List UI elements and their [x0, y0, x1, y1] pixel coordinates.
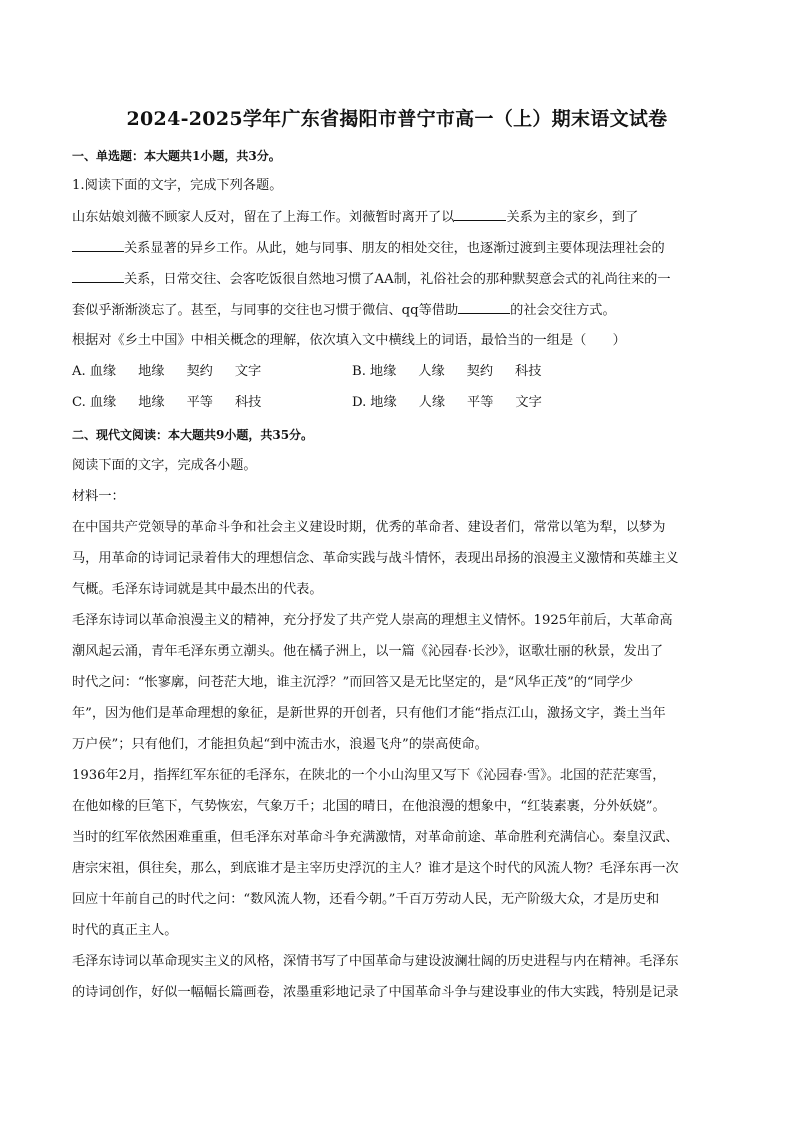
reading-line: 潮风起云涌，青年毛泽东勇立潮头。他在橘子洲上，以一篇《沁园春·长沙》，讴歌壮丽的秋景，发出了: [72, 644, 664, 659]
reading-intro: 阅读下面的文字，完成各小题。: [72, 458, 257, 473]
option-word: 人缘: [418, 364, 445, 379]
reading-line: 毛泽东诗词以革命现实主义的风格，深情书写了中国革命与建设波澜壮阔的历史进程与内在精神。毛泽东: [72, 954, 679, 969]
option-c: [72, 393, 283, 413]
option-word: 地缘: [138, 395, 165, 410]
option-letter: D.: [352, 395, 367, 410]
option-word: 文字: [234, 364, 262, 379]
option-letter: B.: [352, 364, 366, 379]
reading-line: 当时的红军依然困难重重，但毛泽东对革命斗争充满激情，对革命前途、革命胜利充满信心。秦皇汉武、: [72, 830, 679, 845]
reading-line: 马，用革命的诗词记录着伟大的理想信念、革命实践与战斗情怀，表现出昂扬的浪漫主义激情和英雄主义: [72, 551, 679, 566]
reading-line: 年”，因为他们是革命理想的象征，是新世界的开创者，只有他们才能“指点江山，激扬文字，粪土当年: [72, 706, 666, 721]
reading-line: 气概。毛泽东诗词就是其中最杰出的代表。: [72, 582, 323, 597]
question-1-intro: 1.阅读下面的文字，完成下列各题。: [72, 178, 283, 193]
option-word: 科技: [234, 395, 262, 410]
option-word: 平等: [467, 395, 494, 410]
question-1-stem: 根据对《乡土中国》中相关概念的理解，依次填入文中横线上的词语，最恰当的一组是（ ）: [72, 333, 626, 348]
q1-passage-text: 关系，日常交往、会客吃饭很自然地习惯了AA制，礼俗社会的那种默契意会式的礼尚往来的一: [124, 272, 671, 287]
option-word: 科技: [515, 364, 542, 379]
reading-line: 回应十年前自己的时代之问：“数风流人物，还看今朝。”千百万劳动人民，无产阶级大众，才是历史和: [72, 892, 660, 907]
option-word: 文字: [515, 395, 542, 410]
option-word: 契约: [186, 364, 213, 379]
q1-passage-line-3: [72, 269, 732, 290]
reading-line: 1936年2月，指挥红军东征的毛泽东，在陕北的一个小山沟里又写下《沁园春·雪》。北国的茫茫寒雪，: [72, 768, 666, 783]
option-word: 人缘: [418, 395, 446, 410]
q1-passage-text: 山东姑娘刘薇不顾家人反对，留在了上海工作。刘薇暂时离开了以: [72, 210, 455, 225]
option-letter: A.: [72, 364, 86, 379]
option-b: [352, 362, 563, 382]
reading-line: 唐宗宋祖，俱往矣，那么，到底谁才是主宰历史浮沉的主人？谁才是这个时代的风流人物？毛泽东再一次: [72, 861, 679, 876]
exam-title: 2024-2025学年广东省揭阳市普宁市高一（上）期末语文试卷: [126, 108, 668, 130]
q1-passage-text: 关系显著的异乡工作。从此，她与同事、朋友的相处交往，也逐渐过渡到主要体现法理社会的: [124, 241, 665, 256]
option-word: 契约: [466, 364, 494, 379]
q1-passage-line-1: [72, 207, 732, 228]
option-a: [72, 362, 283, 382]
q1-passage-line-4: [72, 300, 732, 321]
option-word: 地缘: [138, 364, 165, 379]
option-d: [352, 393, 564, 413]
fill-blank-2: [72, 238, 124, 252]
fill-blank-3: [72, 269, 124, 283]
reading-line: 在中国共产党领导的革命斗争和社会主义建设时期，优秀的革命者、建设者们，常常以笔为犁，以梦为: [72, 520, 666, 535]
reading-line: 万户侯”；只有他们，才能担负起“到中流击水，浪遏飞舟”的崇高使命。: [72, 737, 488, 752]
reading-line: 的诗词创作，好似一幅幅长篇画卷，浓墨重彩地记录了中国革命斗争与建设事业的伟大实践，特别是记录: [72, 985, 679, 1000]
section-2-heading: 二、现代文阅读：本大题共9小题，共35分。: [72, 428, 314, 442]
reading-line: 毛泽东诗词以革命浪漫主义的精神，充分抒发了共产党人崇高的理想主义情怀。1925年前后，大革命高: [72, 613, 673, 628]
option-word: 血缘: [89, 364, 117, 379]
option-word: 地缘: [369, 364, 397, 379]
reading-line: 时代之问：“怅寥廓，问苍茫大地，谁主沉浮？”而回答又是无比坚定的，是“风华正茂”的“同学少: [72, 675, 634, 690]
reading-line: 在他如椽的巨笔下，气势恢宏，气象万千；北国的晴日，在他浪漫的想象中，“红装素裹，分外妖娆”。: [72, 799, 666, 814]
q1-passage-text: 关系为主的家乡，到了: [506, 210, 639, 225]
fill-blank-4: [458, 300, 510, 314]
option-word: 地缘: [370, 395, 397, 410]
material-label: 材料一：: [72, 489, 125, 504]
option-word: 平等: [186, 395, 213, 410]
q1-passage-line-2: [72, 238, 732, 259]
option-word: 血缘: [89, 395, 117, 410]
reading-line: 时代的真正主人。: [72, 923, 178, 938]
q1-passage-text: 的社会交往方式。: [510, 303, 616, 318]
option-letter: C.: [72, 395, 86, 410]
fill-blank-1: [454, 207, 506, 221]
section-1-heading: 一、单选题：本大题共1小题，共3分。: [72, 149, 281, 163]
q1-passage-text: 套似乎渐渐淡忘了。甚至，与同事的交往也习惯于微信、qq等借助: [72, 303, 459, 318]
